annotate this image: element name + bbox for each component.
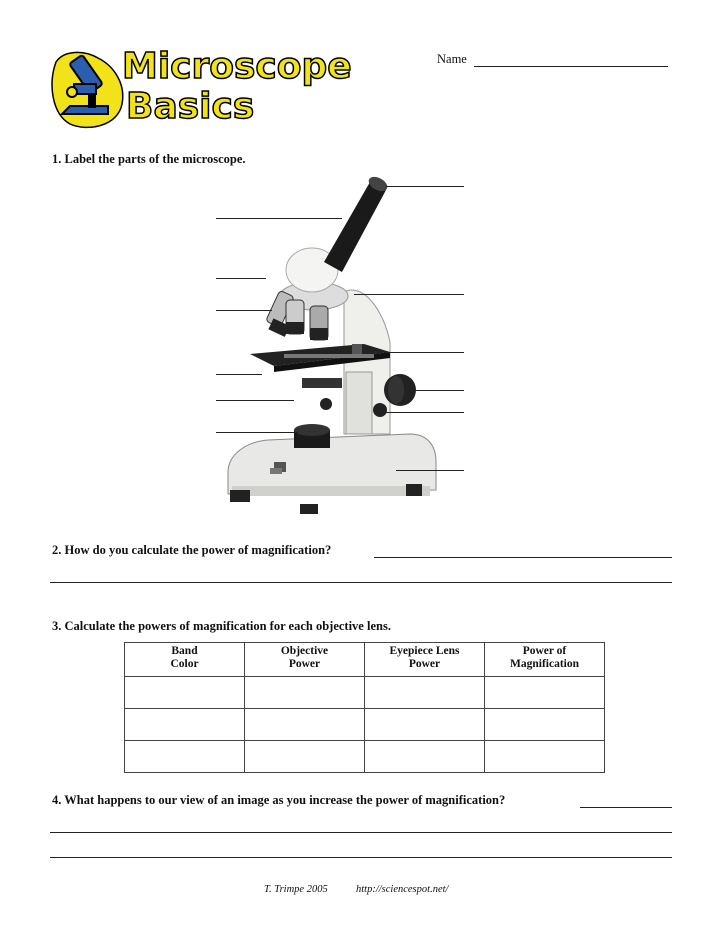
header-objective-power: Objective Power — [245, 643, 365, 677]
question-1: 1. Label the parts of the microscope. — [52, 152, 246, 166]
table-cell[interactable] — [125, 677, 245, 709]
table-cell[interactable] — [245, 709, 365, 741]
logo-title-line2: Basics — [126, 86, 255, 127]
label-line-objective[interactable] — [216, 310, 272, 311]
magnification-table — [124, 642, 605, 773]
table-cell[interactable] — [245, 677, 365, 709]
table-cell[interactable] — [485, 741, 605, 773]
logo-title-line1: Microscope — [122, 46, 352, 87]
table-cell[interactable] — [365, 677, 485, 709]
header-eyepiece-power: Eyepiece Lens Power — [365, 643, 485, 677]
microscope-diagram — [214, 172, 470, 528]
name-blank[interactable] — [474, 66, 668, 67]
label-line-eyepiece[interactable] — [386, 186, 464, 187]
label-line-body-tube[interactable] — [216, 218, 342, 219]
logo — [48, 44, 352, 130]
microscope-image — [214, 172, 470, 528]
name-field[interactable] — [437, 52, 467, 67]
table-row — [125, 677, 605, 709]
table-cell[interactable] — [485, 677, 605, 709]
table-cell[interactable] — [485, 709, 605, 741]
answer-4-blank-c[interactable] — [50, 857, 672, 858]
answer-2-blank-b[interactable] — [50, 582, 672, 583]
question-2: 2. How do you calculate the power of magnification? — [52, 543, 332, 557]
answer-4-blank-b[interactable] — [50, 832, 672, 833]
label-line-diaphragm[interactable] — [216, 400, 294, 401]
label-line-nosepiece[interactable] — [216, 278, 266, 279]
table-cell[interactable] — [365, 709, 485, 741]
answer-2-blank-a[interactable] — [374, 557, 672, 558]
answer-4-blank-a[interactable] — [580, 807, 672, 808]
label-line-light[interactable] — [216, 432, 298, 433]
label-line-coarse-adjust[interactable] — [412, 390, 464, 391]
label-line-base[interactable] — [396, 470, 464, 471]
table-row — [125, 709, 605, 741]
header-band-color: Band Color — [125, 643, 245, 677]
label-line-stage[interactable] — [216, 374, 262, 375]
table-row — [125, 741, 605, 773]
footer-url[interactable]: http://sciencespot.net/ — [356, 884, 449, 895]
name-label: Name — [437, 52, 467, 66]
label-line-arm[interactable] — [354, 294, 464, 295]
footer-author: T. Trimpe 2005 — [264, 884, 328, 895]
table-cell[interactable] — [125, 709, 245, 741]
table-cell[interactable] — [245, 741, 365, 773]
table-cell[interactable] — [365, 741, 485, 773]
label-line-stage-clips[interactable] — [384, 352, 464, 353]
question-4: 4. What happens to our view of an image as you increase the power of magnification? — [52, 793, 506, 807]
question-3: 3. Calculate the powers of magnification for each objective lens. — [52, 619, 391, 633]
label-line-fine-adjust[interactable] — [384, 412, 464, 413]
table-cell[interactable] — [125, 741, 245, 773]
header-power-of-magnification: Power of Magnification — [485, 643, 605, 677]
